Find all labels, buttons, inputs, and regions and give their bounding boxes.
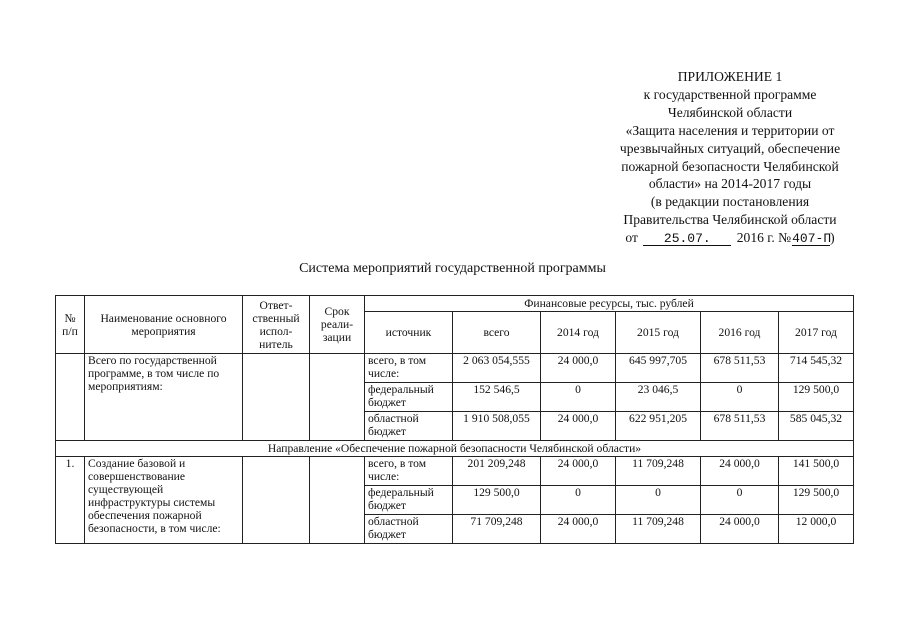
total-cell: 1 910 508,055 xyxy=(453,412,541,441)
header-num: № п/п xyxy=(56,296,85,354)
name-cell: Всего по государственной программе, в том числе по мероприятиям: xyxy=(85,354,243,441)
resolution-date: 25.07. xyxy=(643,232,731,246)
y2014-cell: 0 xyxy=(541,383,616,412)
responsible-cell xyxy=(243,457,310,544)
y2017-cell: 585 045,32 xyxy=(779,412,854,441)
total-cell: 152 546,5 xyxy=(453,383,541,412)
y2016-cell: 678 511,53 xyxy=(701,354,779,383)
table-row xyxy=(56,457,854,486)
total-cell: 129 500,0 xyxy=(453,486,541,515)
num-cell xyxy=(56,354,85,441)
y2015-cell: 11 709,248 xyxy=(616,457,701,486)
y2015-cell: 622 951,205 xyxy=(616,412,701,441)
direction-row xyxy=(56,441,854,457)
appendix-line: области» на 2014-2017 годы xyxy=(648,176,812,192)
total-cell: 71 709,248 xyxy=(453,515,541,544)
y2016-cell: 24 000,0 xyxy=(701,515,779,544)
header-total: всего xyxy=(453,312,541,354)
header-2014: 2014 год xyxy=(541,312,616,354)
y2017-cell: 129 500,0 xyxy=(779,486,854,515)
y2017-cell: 714 545,32 xyxy=(779,354,854,383)
term-cell xyxy=(310,354,365,441)
header-2015: 2015 год xyxy=(616,312,701,354)
y2017-cell: 129 500,0 xyxy=(779,383,854,412)
direction-title: Направление «Обеспечение пожарной безопасности Челябинской области» xyxy=(56,441,854,457)
header-source: источник xyxy=(365,312,453,354)
total-cell: 201 209,248 xyxy=(453,457,541,486)
source-cell: федеральный бюджет xyxy=(365,486,453,515)
resolution-date-line xyxy=(560,229,900,247)
y2015-cell: 0 xyxy=(616,486,701,515)
y2014-cell: 24 000,0 xyxy=(541,515,616,544)
y2016-cell: 0 xyxy=(701,486,779,515)
y2014-cell: 24 000,0 xyxy=(541,457,616,486)
header-2016: 2016 год xyxy=(701,312,779,354)
header-term: Срок реали-зации xyxy=(310,296,365,354)
y2014-cell: 24 000,0 xyxy=(541,354,616,383)
header-row xyxy=(56,296,854,312)
closing-paren: ) xyxy=(830,230,835,246)
date-prefix: от xyxy=(625,230,638,246)
header-2017: 2017 год xyxy=(779,312,854,354)
source-cell: федеральный бюджет xyxy=(365,383,453,412)
header-responsible: Ответ-ственный испол-нитель xyxy=(243,296,310,354)
source-cell: областной бюджет xyxy=(365,515,453,544)
table-row xyxy=(56,354,854,383)
resolution-number: 407-П xyxy=(792,231,832,247)
appendix-header xyxy=(560,68,900,247)
y2017-cell: 141 500,0 xyxy=(779,457,854,486)
responsible-cell xyxy=(243,354,310,441)
measures-table xyxy=(55,295,854,544)
appendix-line: чрезвычайных ситуаций, обеспечение xyxy=(619,140,841,156)
y2015-cell: 23 046,5 xyxy=(616,383,701,412)
y2015-cell: 645 997,705 xyxy=(616,354,701,383)
appendix-line: пожарной безопасности Челябинской xyxy=(621,158,839,174)
source-cell: областной бюджет xyxy=(365,412,453,441)
date-suffix: 2016 г. № xyxy=(736,230,792,246)
header-finance: Финансовые ресурсы, тыс. рублей xyxy=(365,296,854,312)
document-title: Система мероприятий государственной программы xyxy=(299,261,606,276)
header-name: Наименование основного мероприятия xyxy=(85,296,243,354)
y2017-cell: 12 000,0 xyxy=(779,515,854,544)
appendix-line: Челябинской области xyxy=(667,104,793,120)
y2016-cell: 0 xyxy=(701,383,779,412)
appendix-line: к государственной программе xyxy=(643,86,817,102)
y2016-cell: 24 000,0 xyxy=(701,457,779,486)
y2014-cell: 24 000,0 xyxy=(541,412,616,441)
total-cell: 2 063 054,555 xyxy=(453,354,541,383)
y2015-cell: 11 709,248 xyxy=(616,515,701,544)
name-cell: Создание базовой и совершенствование существующей инфраструктуры системы обеспечения пожарной безопасности, в том числе: xyxy=(85,457,243,544)
y2014-cell: 0 xyxy=(541,486,616,515)
num-cell: 1. xyxy=(56,457,85,544)
appendix-line: ПРИЛОЖЕНИЕ 1 xyxy=(677,69,783,84)
source-cell: всего, в том числе: xyxy=(365,354,453,383)
y2016-cell: 678 511,53 xyxy=(701,412,779,441)
appendix-line: «Защита населения и территории от xyxy=(625,122,835,138)
appendix-line: Правительства Челябинской области xyxy=(623,212,837,228)
appendix-line: (в редакции постановления xyxy=(650,194,810,210)
source-cell: всего, в том числе: xyxy=(365,457,453,486)
term-cell xyxy=(310,457,365,544)
